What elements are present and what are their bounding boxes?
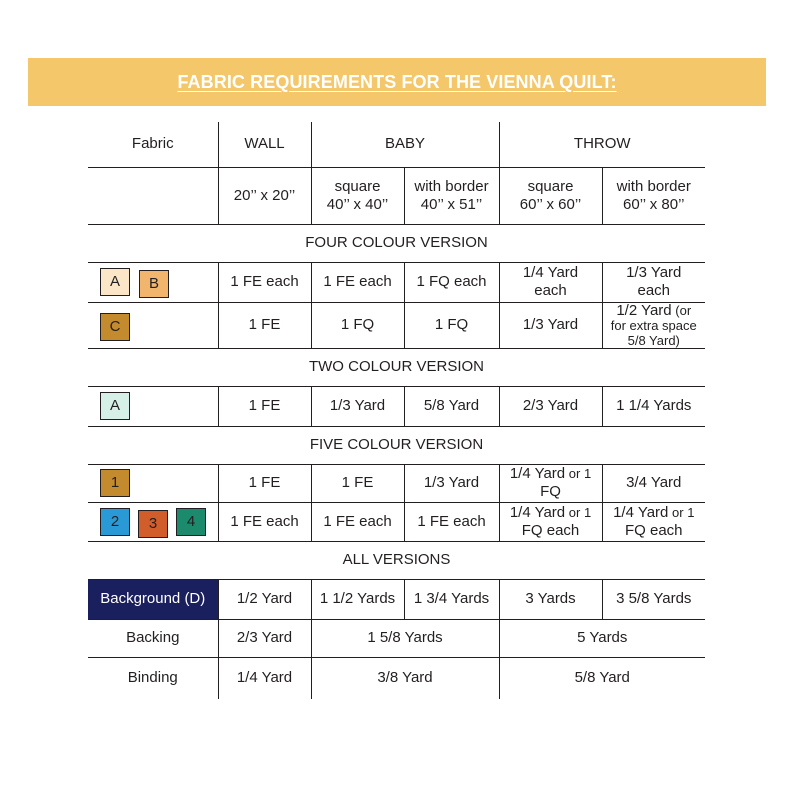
cell-throw-border-line2: for extra space xyxy=(610,317,697,333)
cell-throw-square xyxy=(499,502,602,541)
cell-throw-border-line2: FQ each xyxy=(624,521,683,539)
section-title-four: FOUR COLOUR VERSION xyxy=(88,224,705,262)
cell-wall: 1/4 Yard xyxy=(218,657,311,699)
label-background: Background (D) xyxy=(88,579,218,619)
cell-throw-border-line1: 1/4 Yard xyxy=(613,503,669,521)
size-throw-square-label: square xyxy=(527,177,574,195)
cell-throw-border-or: or 1 xyxy=(668,504,695,520)
cell-throw-square-line1: 1/4 Yard xyxy=(509,503,566,521)
size-throw-border xyxy=(602,167,705,224)
size-throw-square xyxy=(499,167,602,224)
section-four-colour xyxy=(88,224,705,262)
row-binding xyxy=(88,657,705,699)
five-row-1 xyxy=(88,464,705,502)
swatch-c: C xyxy=(100,313,130,341)
cell-throw-border xyxy=(602,502,705,541)
size-baby-border-label: with border xyxy=(414,177,489,195)
label-binding: Binding xyxy=(88,657,218,699)
size-wall: 20’’ x 20’’ xyxy=(218,167,311,224)
cell-throw-border xyxy=(602,262,705,302)
cell-throw-square: 3 Yards xyxy=(499,579,602,619)
cell-wall: 2/3 Yard xyxy=(218,619,311,657)
size-baby-border-dims: 40’’ x 51’’ xyxy=(420,195,483,213)
four-row-ab xyxy=(88,262,705,302)
cell-throw-square-line2: FQ each xyxy=(521,521,580,539)
size-baby-square xyxy=(311,167,404,224)
cell-throw-square-line1: 1/4 Yard xyxy=(509,465,566,482)
cell-baby-square: 1/3 Yard xyxy=(311,386,404,426)
cell-throw-border-line3: 5/8 Yard) xyxy=(627,332,680,348)
cell-throw-square-or: or 1 xyxy=(565,466,592,481)
cell-throw-border: 1 1/4 Yards xyxy=(602,386,705,426)
swatch-1: 1 xyxy=(100,469,130,497)
cell-wall: 1 FE xyxy=(218,464,311,502)
cell-baby-border: 1 FE each xyxy=(404,502,499,541)
size-throw-border-label: with border xyxy=(616,177,691,195)
cell-baby-square: 1 1/2 Yards xyxy=(311,579,404,619)
cell-throw-border-line2: each xyxy=(637,282,671,299)
cell-baby-border: 1 3/4 Yards xyxy=(404,579,499,619)
five-row-234 xyxy=(88,502,705,541)
cell-throw-square: 1/3 Yard xyxy=(499,302,602,348)
title-banner xyxy=(28,58,766,106)
header-row-sizes xyxy=(88,167,705,224)
cell-wall: 1 FE each xyxy=(218,502,311,541)
header-baby: BABY xyxy=(311,122,499,167)
size-throw-square-dims: 60’’ x 60’’ xyxy=(519,195,582,213)
size-throw-border-dims: 60’’ x 80’’ xyxy=(623,195,685,213)
cell-baby-border: 1 FQ each xyxy=(404,262,499,302)
section-two-colour xyxy=(88,348,705,386)
section-five-colour xyxy=(88,426,705,464)
fabric-swatches-234 xyxy=(88,502,218,541)
four-row-c xyxy=(88,302,705,348)
cell-throw-square-or: or 1 xyxy=(565,504,592,520)
section-title-all: ALL VERSIONS xyxy=(88,541,705,579)
cell-baby-border: 1 FQ xyxy=(404,302,499,348)
cell-throw-border: 3/4 Yard xyxy=(602,464,705,502)
cell-baby-border: 5/8 Yard xyxy=(404,386,499,426)
cell-throw-border xyxy=(602,302,705,348)
fabric-swatches-ab xyxy=(88,262,218,302)
header-fabric: Fabric xyxy=(131,135,174,153)
swatch-a: A xyxy=(100,268,130,296)
row-backing xyxy=(88,619,705,657)
cell-throw-square-line2: FQ xyxy=(540,483,561,500)
header-throw: THROW xyxy=(499,122,705,167)
header-wall: WALL xyxy=(218,122,311,167)
cell-throw-square-line2: each xyxy=(534,282,567,299)
cell-throw-square xyxy=(499,262,602,302)
cell-throw: 5 Yards xyxy=(499,619,705,657)
fabric-swatches-1 xyxy=(88,464,218,502)
cell-wall: 1 FE xyxy=(218,302,311,348)
cell-baby-square: 1 FE each xyxy=(311,502,404,541)
cell-throw-border-line1: 1/2 Yard xyxy=(616,302,672,319)
section-title-two: TWO COLOUR VERSION xyxy=(88,348,705,386)
label-backing: Backing xyxy=(88,619,218,657)
size-baby-border xyxy=(404,167,499,224)
fabric-swatches-c xyxy=(88,302,218,348)
cell-baby: 3/8 Yard xyxy=(311,657,499,699)
swatch-3: 3 xyxy=(138,510,168,538)
cell-wall: 1 FE each xyxy=(218,262,311,302)
swatch-4: 4 xyxy=(176,508,206,536)
cell-baby-square: 1 FQ xyxy=(311,302,404,348)
header-row-columns xyxy=(88,122,705,167)
fabric-swatches-a xyxy=(88,386,218,426)
header-size-empty xyxy=(88,167,218,224)
swatch-b: B xyxy=(139,270,169,298)
cell-throw-border-line1: 1/3 Yard xyxy=(626,264,682,281)
swatch-2: 2 xyxy=(100,508,130,536)
cell-throw-square xyxy=(499,464,602,502)
cell-baby-square: 1 FE each xyxy=(311,262,404,302)
cell-throw-border-line1-note: (or xyxy=(671,302,692,318)
cell-throw-border: 3 5/8 Yards xyxy=(602,579,705,619)
two-row-a xyxy=(88,386,705,426)
cell-throw-square-line1: 1/4 Yard xyxy=(522,264,579,281)
size-baby-square-label: square xyxy=(334,177,381,195)
cell-wall: 1/2 Yard xyxy=(218,579,311,619)
cell-throw: 5/8 Yard xyxy=(499,657,705,699)
row-background xyxy=(88,579,705,619)
swatch-a-mint: A xyxy=(100,392,130,420)
cell-baby-border: 1/3 Yard xyxy=(404,464,499,502)
cell-wall: 1 FE xyxy=(218,386,311,426)
cell-baby: 1 5/8 Yards xyxy=(311,619,499,657)
cell-throw-square: 2/3 Yard xyxy=(499,386,602,426)
cell-baby-square: 1 FE xyxy=(311,464,404,502)
fabric-requirements-table xyxy=(88,122,705,699)
size-baby-square-dims: 40’’ x 40’’ xyxy=(326,195,389,213)
page-title: FABRIC REQUIREMENTS FOR THE VIENNA QUILT: xyxy=(177,71,617,92)
section-all-versions xyxy=(88,541,705,579)
section-title-five: FIVE COLOUR VERSION xyxy=(88,426,705,464)
